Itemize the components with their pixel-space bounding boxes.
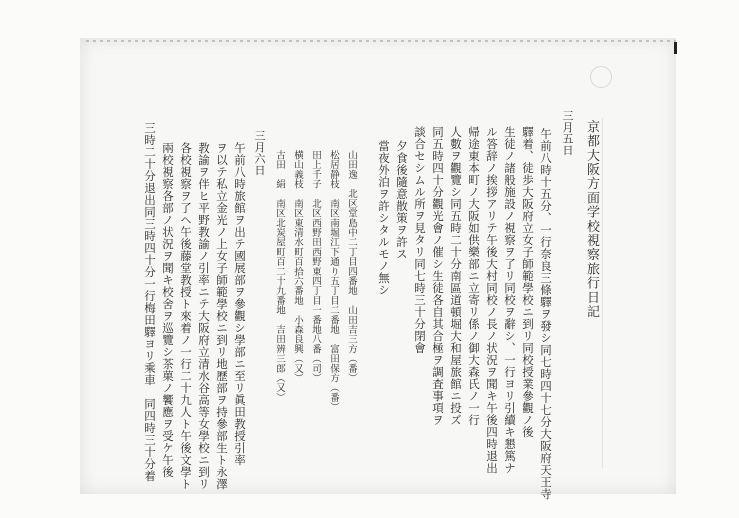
entry1-line-7: 同五時四十分觀光會ノ催シ生徒各自其合極ヲ調査事項ヲ	[431, 126, 445, 426]
date-march-5: 三月五日	[561, 110, 574, 156]
page-corner-mark	[674, 42, 677, 54]
entry1-line-9: 夕食後隨意散策ヲ許ス	[395, 140, 409, 260]
address-line-2: 松居静枝 南区南堀江下通り五丁目二番地 富田保方（番）	[328, 150, 339, 412]
entry1-line-4: ル答辞ノ挨拶アリテ午後大村同校ノ長ノ状況ヲ聞キ午後四時退出	[485, 126, 499, 474]
entry1-line-1: 午前八時十五分、一行奈良三條驛ヲ發シ同七時四十七分大阪府天王寺	[539, 128, 553, 500]
faint-stamp	[590, 66, 612, 88]
document-title: 京都大阪方面学校視察旅行日記	[584, 120, 599, 319]
address-line-5: 古田 絹 南区北炭屋町百二十九番地 吉田辨三郎（又）	[274, 150, 285, 403]
entry1-line-3: 生徒ノ諸般施設ノ視察ヲ了リ同校ヲ辭シ、一行ヨリ引續キ懇篤ナ	[503, 126, 517, 474]
date-march-6: 三月六日	[253, 130, 266, 176]
entry1-line-5: 帰途東本町ノ大阪如供樂部ニ立寄リ係ノ御大森氏ノ一行	[467, 126, 481, 426]
page-top-edge	[86, 40, 676, 42]
entry2-line-5: 兩校視察各部ノ状況ヲ聞キ校舍ヲ巡覽シ茶菓ノ饗應ヲ受ケ午後	[161, 142, 175, 478]
entry2-line-2: ヲ以テ私立金光ノ上女子師範學校ニ到リ地歷部ヲ持參部生ト永澤	[215, 142, 229, 490]
address-line-1: 山田逸 北区堂島中二丁目四番地 山田吉三方（番）	[346, 150, 357, 383]
entry2-line-6: 三時二十分退出同三時四十分一行梅田驛ヨリ乘車 同四時三十分着	[143, 122, 157, 482]
entry2-line-1: 午前八時旅館ヲ出テ國展部ヲ參觀シ學部ニ至リ眞田教授引率	[233, 142, 247, 466]
address-line-4: 横山義枝 南区東清水町百拾六番地 小森良興（又）	[292, 150, 303, 383]
entry1-line-8: 談合セシムル所ヲ見タリ同七時三十分閉會	[413, 126, 427, 354]
entry1-line-10: 當夜外泊ヲ許シタルモノ無シ	[377, 140, 391, 296]
entry1-line-6: 人數ヲ觀覽シ同五時二十分南區道頓堀大和屋旅館ニ投ズ	[449, 126, 463, 426]
margin-rule	[602, 118, 603, 468]
entry2-line-3: 教諭ヲ伴ヒ平野教諭ノ引率ニテ大阪府立清水谷高等女學校ニ到リ	[197, 142, 211, 490]
address-line-3: 田上千子 北区西野田西野東四丁目一番地八番（司）	[310, 150, 321, 383]
entry2-line-4: 各校視察ヲ了ヘ午後藤堂教授ト來着ノ一行二十九人ト午後文學ト	[179, 142, 193, 490]
entry1-line-2: 驛着、徒歩大阪府立女子師範學校ニ到リ同校授業參觀ノ後	[521, 126, 535, 438]
